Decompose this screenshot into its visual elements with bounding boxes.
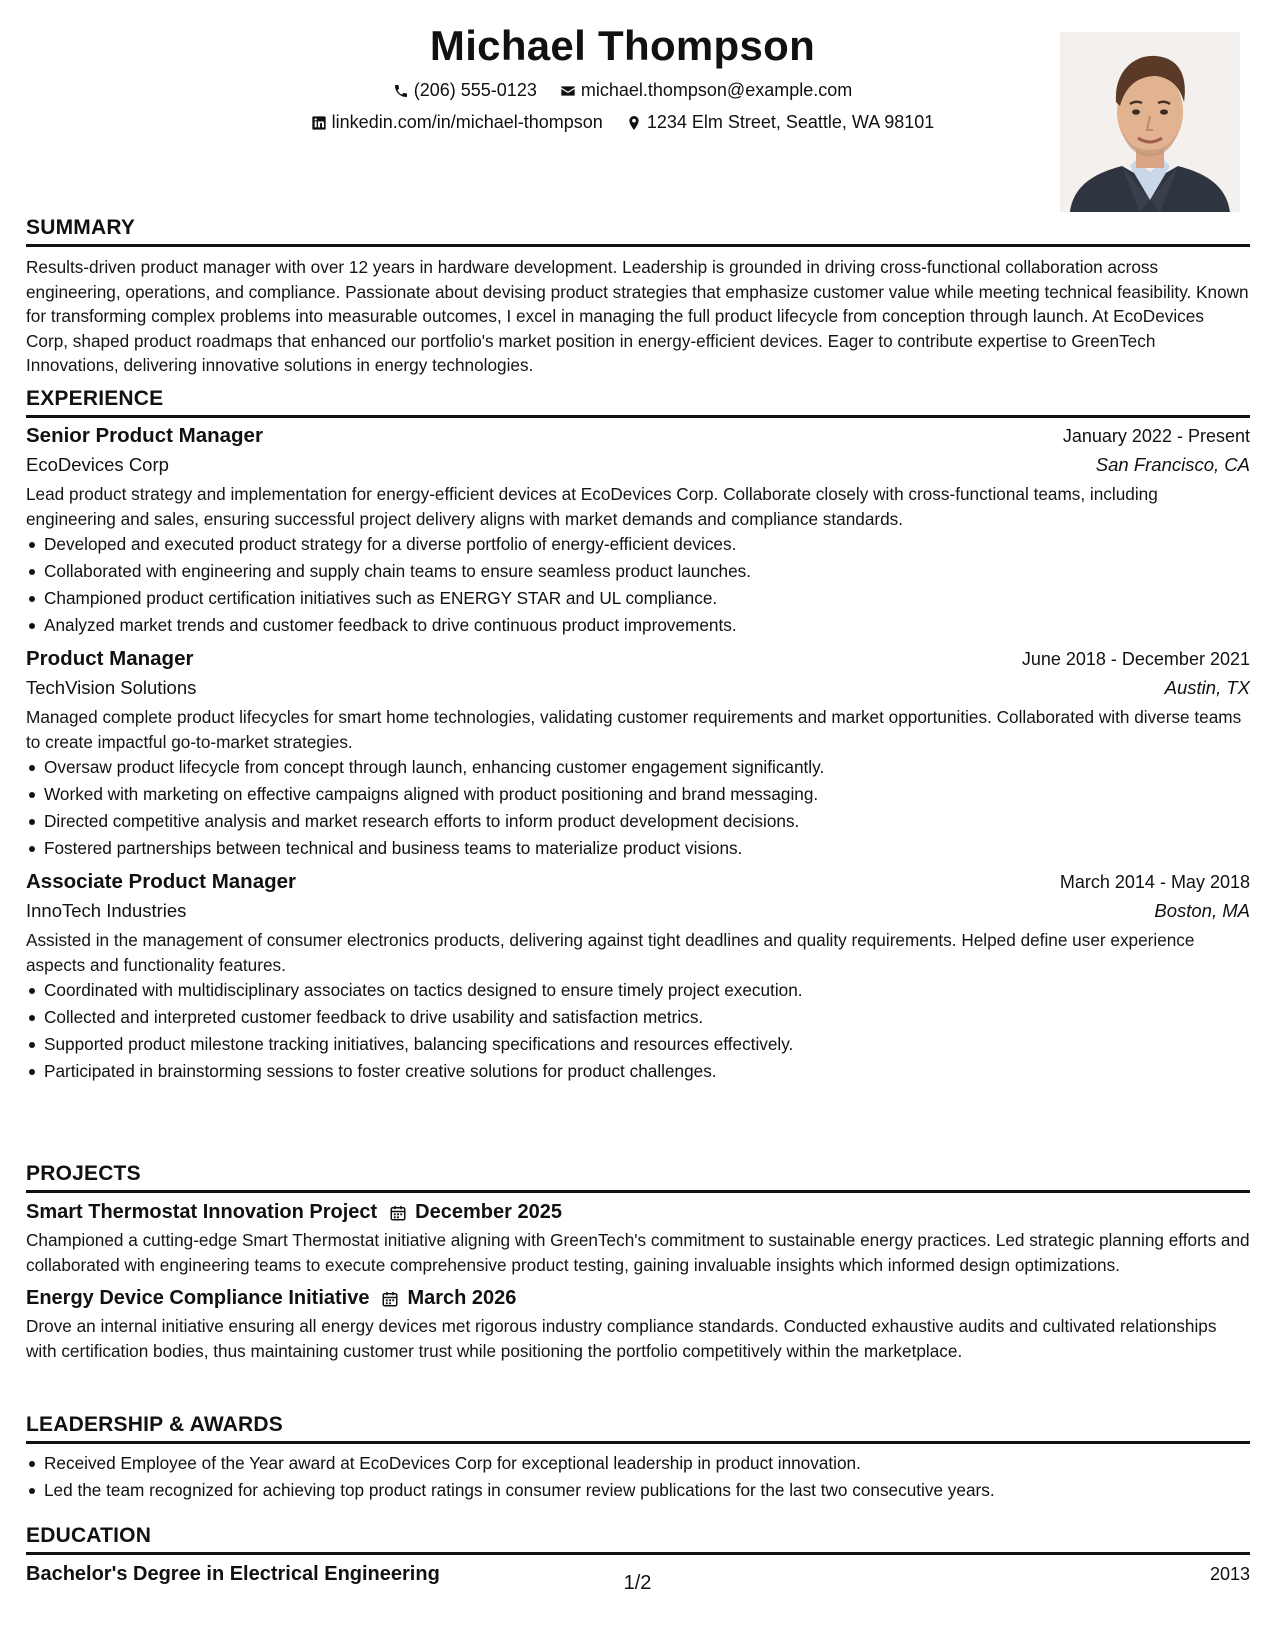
linkedin-contact[interactable] bbox=[311, 112, 603, 133]
list-item: Coordinated with multidisciplinary associates on tactics designed to ensure timely project execution. bbox=[26, 977, 1250, 1004]
project-entry bbox=[26, 1201, 1250, 1277]
leadership-bullets bbox=[26, 1450, 1250, 1504]
job-bullets bbox=[26, 977, 1250, 1085]
phone-text: (206) 555-0123 bbox=[413, 80, 537, 100]
envelope-icon bbox=[560, 83, 576, 99]
list-item: Developed and executed product strategy for a diverse portfolio of energy-efficient devices. bbox=[26, 531, 1250, 558]
list-item: Supported product milestone tracking initiatives, balancing specifications and resources effectively. bbox=[26, 1031, 1250, 1058]
project-date: March 2026 bbox=[407, 1287, 517, 1309]
job-bullets bbox=[26, 531, 1250, 639]
experience-section bbox=[26, 387, 1250, 1085]
map-marker-icon bbox=[626, 115, 642, 131]
phone-icon bbox=[393, 83, 409, 99]
job-description: Managed complete product lifecycles for smart home technologies, validating customer requirements and market opportunities. Collaborated with diverse teams to create impactful go-to-market strategies. bbox=[26, 707, 1242, 752]
list-item: Championed product certification initiatives such as ENERGY STAR and UL compliance. bbox=[26, 585, 1250, 612]
job-title: Associate Product Manager bbox=[26, 870, 296, 893]
email-contact[interactable] bbox=[560, 80, 852, 101]
address-contact bbox=[626, 112, 935, 133]
list-item: Collected and interpreted customer feedback to drive usability and satisfaction metrics. bbox=[26, 1004, 1250, 1031]
job-title: Product Manager bbox=[26, 647, 194, 670]
list-item: Collaborated with engineering and supply chain teams to ensure seamless product launches. bbox=[26, 558, 1250, 585]
project-name: Smart Thermostat Innovation Project bbox=[26, 1201, 378, 1223]
job-company: InnoTech Industries bbox=[26, 900, 187, 921]
job-description: Lead product strategy and implementation for energy-efficient devices at EcoDevices Corp. Collaborate closely with cross-functional teams, including engineering and sales, ensuring successful project delivery aligns with market demands and compliance standards. bbox=[26, 484, 1158, 529]
list-item: Led the team recognized for achieving top product ratings in consumer review publications for the last two consecutive years. bbox=[26, 1477, 1250, 1504]
portrait-image bbox=[1060, 32, 1240, 212]
project-description: Championed a cutting-edge Smart Thermostat initiative aligning with GreenTech's commitment to sustainable energy practices. Led strategic planning efforts and collaborated with engineering teams to execute comprehensive product testing, gaining invaluable insights which informed design optimizations. bbox=[26, 1230, 1250, 1275]
list-item: Received Employee of the Year award at EcoDevices Corp for exceptional leadership in product innovation. bbox=[26, 1450, 1250, 1477]
email-text[interactable]: michael.thompson@example.com bbox=[580, 80, 853, 100]
section-title-education: EDUCATION bbox=[26, 1524, 1250, 1555]
list-item: Analyzed market trends and customer feedback to drive continuous product improvements. bbox=[26, 612, 1250, 639]
education-degree: Bachelor's Degree in Electrical Engineering bbox=[26, 1563, 440, 1585]
linkedin-text[interactable]: linkedin.com/in/michael-thompson bbox=[331, 112, 603, 132]
job-location: San Francisco, CA bbox=[1095, 454, 1250, 475]
section-title-summary: SUMMARY bbox=[26, 216, 1250, 247]
address-text: 1234 Elm Street, Seattle, WA 98101 bbox=[646, 112, 935, 132]
job-dates: January 2022 - Present bbox=[1062, 426, 1250, 446]
job-dates: June 2018 - December 2021 bbox=[1021, 649, 1250, 669]
page-number: 1/2 bbox=[623, 1572, 652, 1594]
job-bullets bbox=[26, 754, 1250, 862]
list-item: Oversaw product lifecycle from concept through launch, enhancing customer engagement significantly. bbox=[26, 754, 1250, 781]
project-description: Drove an internal initiative ensuring all energy devices met rigorous industry compliance standards. Conducted exhaustive audits and cultivated relationships with certification bodies, thus maintaining customer trust while positioning the portfolio competitively within the marketplace. bbox=[26, 1316, 1217, 1361]
job-dates: March 2014 - May 2018 bbox=[1059, 872, 1250, 892]
calendar-icon bbox=[389, 1204, 407, 1222]
projects-section bbox=[26, 1162, 1250, 1363]
job-description: Assisted in the management of consumer electronics products, delivering against tight deadlines and quality requirements. Helped define user experience aspects and functionality features. bbox=[26, 930, 1195, 975]
job-company: EcoDevices Corp bbox=[26, 454, 169, 475]
list-item: Worked with marketing on effective campaigns aligned with product positioning and brand messaging. bbox=[26, 781, 1250, 808]
section-title-experience: EXPERIENCE bbox=[26, 387, 1250, 418]
project-date: December 2025 bbox=[415, 1201, 562, 1223]
calendar-icon bbox=[381, 1290, 399, 1308]
job-title: Senior Product Manager bbox=[26, 424, 263, 447]
summary-text: Results-driven product manager with over 12 years in hardware development. Leadership is grounded in driving cross-functional collaboration across engineering, operations, and compliance. Passionate about devising product strategies that emphasize customer value while meeting technical feasibility. Known for transforming complex problems into measurable outcomes, I excel in managing the full product lifecycle from conception through launch. At EcoDevices Corp, shaped product roadmaps that enhanced our portfolio's market position in energy-efficient devices. Eager to contribute expertise to GreenTech Innovations, delivering innovative solutions in energy technologies. bbox=[26, 257, 1249, 375]
job-location: Boston, MA bbox=[1154, 900, 1250, 921]
project-name: Energy Device Compliance Initiative bbox=[26, 1287, 370, 1309]
leadership-section bbox=[26, 1413, 1250, 1504]
summary-section bbox=[26, 216, 1250, 378]
linkedin-icon bbox=[311, 115, 327, 131]
job-entry bbox=[26, 424, 1250, 639]
profile-photo bbox=[1060, 32, 1240, 212]
job-entry bbox=[26, 870, 1250, 1085]
phone-contact bbox=[393, 80, 537, 101]
section-title-projects: PROJECTS bbox=[26, 1162, 1250, 1193]
list-item: Fostered partnerships between technical and business teams to materialize product visions. bbox=[26, 835, 1250, 862]
candidate-name: Michael Thompson bbox=[429, 22, 816, 69]
list-item: Participated in brainstorming sessions to foster creative solutions for product challenges. bbox=[26, 1058, 1250, 1085]
job-company: TechVision Solutions bbox=[26, 677, 197, 698]
section-title-leadership: LEADERSHIP & AWARDS bbox=[26, 1413, 1250, 1444]
job-location: Austin, TX bbox=[1164, 677, 1250, 698]
project-entry bbox=[26, 1287, 1250, 1363]
job-entry bbox=[26, 647, 1250, 862]
list-item: Directed competitive analysis and market research efforts to inform product development decisions. bbox=[26, 808, 1250, 835]
education-year: 2013 bbox=[1209, 1564, 1250, 1584]
